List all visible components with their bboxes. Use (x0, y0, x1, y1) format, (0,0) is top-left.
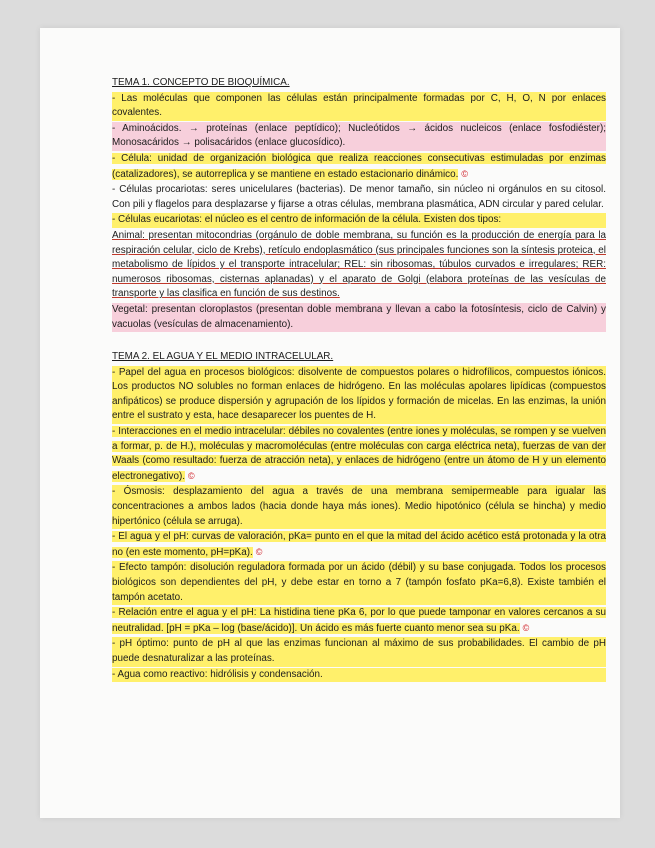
section-tema-1 (112, 76, 606, 332)
paragraph: - pH óptimo: punto de pH al que las enzimas funcionan al máximo de sus probabilidades. El cambio de pH puede desnaturalizar a las proteínas. (112, 637, 606, 666)
annotation-circle-icon: © (522, 622, 530, 633)
paragraph: Vegetal: presentan cloroplastos (presentan doble membrana y llevan a cabo la fotosíntesis, ciclo de Calvin) y vacuolas (vesículas de almacenamiento). (112, 303, 606, 332)
paragraph: - Ósmosis: desplazamiento del agua a través de una membrana semipermeable para igualar las concentraciones a ambos lados (hacia donde haya más iones). Medio hipotónico (célula se hincha) y medio hipertónico (célula se arruga). (112, 485, 606, 529)
paragraph: Animal: presentan mitocondrias (orgánulo de doble membrana, su función es la producción de energía para la respiración celular, ciclo de Krebs), retículo endoplasmático (sus principales funciones son la síntesis proteica, el metabolismo de lípidos y el transporte intracelular; REL: sin ribosomas, túbulos curvados e irregulares; RER: numerosos ribosomas, cisternas aplanadas) y el aparato de Golgi (elabora proteínas de las vesículas de transporte y las clasifica en función de sus destinos. (112, 229, 606, 300)
paragraph-text: - El agua y el pH: curvas de valoración, pKa= punto en el que la mitad del ácido acético está protonada y la otra no (en este momento, pH=pKa). (112, 531, 606, 558)
paragraph (112, 530, 606, 560)
paragraph-text: - Interacciones en el medio intracelular: débiles no covalentes (entre iones y moléculas, se rompen y se vuelven a formar, p. de H.), moléculas y macromoléculas (entre moléculas con carga eléctrica neta), fuerzas de van der Waals (como resultado: fuerza de atracción neta), y enlaces de hidrógeno (entre un átomo de H y un elemento electronegativo). (112, 426, 606, 482)
section-heading: TEMA 1. CONCEPTO DE BIOQUÍMICA. (112, 77, 290, 88)
paragraph: - Efecto tampón: disolución reguladora formada por un ácido (débil) y su base conjugada. Todos los procesos biológicos son dependientes del pH, y debe estar en torno a 7 (tampón fosfato pKa=6,8). Existe también el tampón acetato. (112, 561, 606, 605)
notes-page (40, 28, 620, 818)
annotation-circle-icon: © (188, 470, 195, 481)
annotation-circle-icon: © (255, 546, 263, 557)
paragraph: - Aminoácidos. → proteínas (enlace peptídico); Nucleótidos → ácidos nucleicos (enlace fosfodiéster); Monosacáridos → polisacáridos (enlace glucosídico). (112, 122, 606, 151)
section-heading: TEMA 2. EL AGUA Y EL MEDIO INTRACELULAR. (112, 351, 334, 363)
paragraph: - Agua como reactivo: hidrólisis y condensación. (112, 668, 606, 683)
paragraph (112, 606, 606, 636)
paragraph: - Células eucariotas: el núcleo es el centro de información de la célula. Existen dos tipos: (112, 213, 606, 228)
paragraph: - Papel del agua en procesos biológicos: disolvente de compuestos polares o hidrofílicos, compuestos iónicos. Los productos NO solubles no forman enlaces de hidrógeno. En las moléculas apolares lipídicas (compuestos anfipáticos) se produce dispersión y agrupación de los lípidos y formación de micelas. En las enzimas, la unión entre el sustrato y esta, hace desaparecer los puentes de H. (112, 366, 606, 424)
paragraph: - Células procariotas: seres unicelulares (bacterias). De menor tamaño, sin núcleo ni orgánulos en su citosol. Con pili y flagelos para desplazarse y fijarse a otras células, membrana plasmática, ADN circular y pared celular. (112, 184, 606, 210)
paragraph-text: - Relación entre el agua y el pH: La histidina tiene pKa 6, por lo que puede tamponar en valores cercanos a su neutralidad. [pH = pKa – log (base/ácido)]. Un ácido es más fuerte cuanto menor sea su pKa. (112, 607, 606, 634)
paragraph (112, 152, 606, 182)
paragraph (112, 425, 606, 484)
paragraph: - Las moléculas que componen las células están principalmente formadas por C, H, O, N por enlaces covalentes. (112, 92, 606, 121)
paragraph-text: - Célula: unidad de organización biológica que realiza reacciones consecutivas estimuladas por enzimas (catalizadores), se autorreplica y se mantiene en estado estacionario dinámico. (112, 152, 606, 180)
section-tema-2 (112, 350, 606, 682)
annotation-circle-icon: © (461, 168, 468, 179)
notes-content (112, 76, 606, 700)
